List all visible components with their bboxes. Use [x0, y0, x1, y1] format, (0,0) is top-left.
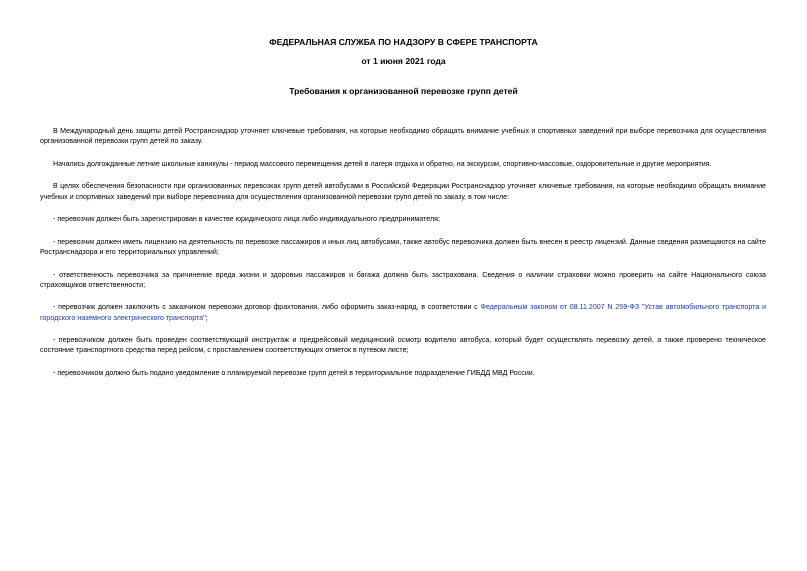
paragraph-requirements-intro: В целях обеспечения безопасности при организованных перевозках групп детей автобусами в Российской Федерации Ространснадзор уточняет ключевые требования, на которые необходимо обращать внимание учебных и спортивных заведений при выборе перевозчика для осуществления организованной перевозки групп детей по заказу, в том числе:: [40, 182, 766, 201]
requirement-briefing: - перевозчиком должен быть проведен соответствующий инструктаж и предрейсовый медицинский осмотр водителю автобуса, который будет осуществлять перевозку детей, а также проверено техническое состояние транспортного средства перед рейсом, с проставлением соответствующих отметок в путевом листе;: [40, 336, 766, 355]
contract-suffix: ;: [205, 313, 208, 322]
federal-law-link[interactable]: Федеральным законом от 08.11.2007 N 259-ФЗ "Устав автомобильного транспорта и городского наземного электрического транспорта": [40, 303, 766, 322]
document-date: от 1 июня 2021 года: [361, 56, 446, 66]
document-title: Требования к организованной перевозке групп детей: [289, 86, 518, 96]
requirement-notification: - перевозчиком должно быть подано уведомление о планируемой перевозке групп детей в территориальное подразделение ГИБДД МВД России.: [53, 368, 535, 377]
document-body: [40, 126, 766, 391]
requirement-registration: - перевозчик должен быть зарегистрирован в качестве юридического лица либо индивидуального предпринимателя;: [53, 215, 440, 224]
organization-heading: ФЕДЕРАЛЬНАЯ СЛУЖБА ПО НАДЗОРУ В СФЕРЕ ТРАНСПОРТА: [269, 37, 538, 47]
requirement-license: - перевозчик должен иметь лицензию на деятельность по перевозке пассажиров и иных лиц автобусами, также автобус перевозчика должен быть внесен в реестр лицензий. Данные сведения размещаются на сайте Ространснадзора и его территориальных управлений;: [40, 237, 766, 256]
requirement-insurance: - ответственность перевозчика за причинение вреда жизни и здоровью пассажиров и багажа должна быть застрахована. Сведения о наличии страховки можно проверить на сайте Национального союза страховщиков ответственности;: [40, 270, 766, 289]
contract-prefix: - перевозчик должен заключить с заказчиком перевозки договор фрахтования, либо оформить заказ-наряд, в соответствии с: [53, 303, 481, 312]
paragraph-intro: В Международный день защиты детей Ространснадзор уточняет ключевые требования, на которые необходимо обращать внимание учебных и спортивных заведений при выборе перевозчика для осуществления организованной перевозки групп детей по заказу.: [40, 127, 766, 146]
paragraph-holidays: Начались долгожданные летние школьные каникулы - период массового перемещения детей в лагеря отдыха и обратно, на экскурсии, спортивно-массовые, оздоровительные и другие мероприятия.: [53, 159, 712, 168]
requirement-contract: [40, 302, 766, 322]
